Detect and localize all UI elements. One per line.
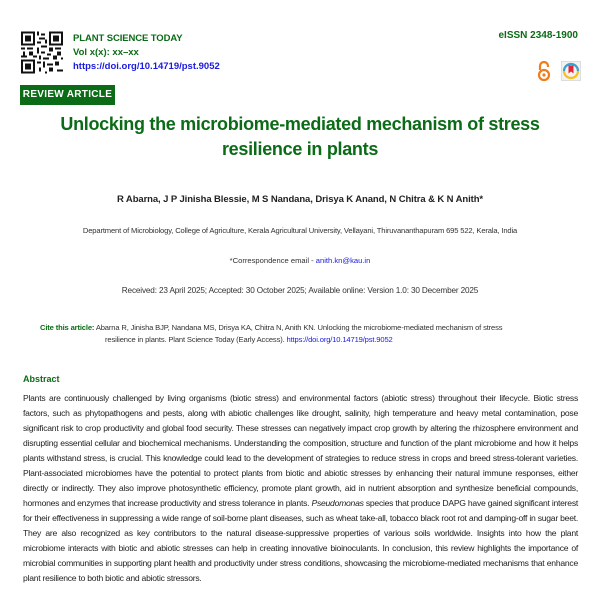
qr-code-icon	[21, 30, 63, 75]
abstract-italic-term: Pseudomonas	[311, 498, 364, 508]
author-list: R Abarna, J P Jinisha Blessie, M S Nandana, Drisya K Anand, N Chitra & K N Anith*	[116, 194, 483, 205]
review-article-badge: REVIEW ARTICLE	[20, 85, 115, 105]
publication-dates: Received: 23 April 2025; Accepted: 30 October 2025; Available online: Version 1.0: 30 December 2025	[121, 286, 479, 295]
citation-text-line2: resilience in plants. Plant Science Today (Early Access).	[105, 335, 287, 344]
citation-text-line1: Abarna R, Jinisha BJP, Nandana MS, Drisya KA, Chitra N, Anith KN. Unlocking the microbiome-mediated mechanism of stress	[94, 323, 503, 332]
correspondence-label: *Correspondence email -	[229, 256, 316, 265]
citation-doi-link[interactable]: https://doi.org/10.14719/pst.9052	[286, 335, 393, 344]
abstract-body	[23, 391, 578, 586]
affiliation: Department of Microbiology, College of Agriculture, Kerala Agricultural University, Vellayani, Thiruvananthapuram 695 522, Kerala, India	[82, 226, 518, 235]
correspondence	[0, 256, 600, 265]
eissn: eISSN 2348-1900	[498, 30, 578, 41]
cite-label: Cite this article:	[40, 323, 95, 332]
abstract-part1: Plants are continuously challenged by living organisms (biotic stress) and environmental factors (abiotic stress) throughout their lifecycle. Biotic stress factors, such as phytopathogens and pests, along with abiotic challenges like drought, salinity, high temperature and heavy metal contamination, pose significant risk to crop productivity and global food security. These stresses can negatively impact crop growth by altering the rhizosphere environment and disrupting essential cellular and biochemical mechanisms. Understanding the composition, structure and function of the plant microbiome and how it helps plants withstand stress, is crucial. This knowledge could lead to the development of strategies to reduce stress in crops and breed stress-tolerant varieties. Plant-associated microbiomes have the potential to protect plants from biotic and abiotic stresses by enhancing their natural immune responses, either directly or indirectly. They also improve photosynthetic efficiency, promote plant growth, aid in nutrient absorption and synthesize beneficial compounds, hormones and enzymes that increase productivity and stress tolerance in plants.	[23, 393, 578, 508]
citation	[40, 322, 560, 346]
abstract-part2: species that produce DAPG have gained significant interest for their effectiveness in suppressing a wide range of soil-borne plant diseases, such as wheat take-all, tobacco black root rot and damping-off in sugar beet. They are also recognized as key contributors to the natural disease-suppressive properties of various soils worldwide. Insights into how the plant microbiome interacts with biotic and abiotic stresses can help in creating innovative bioinoculants. In conclusion, this review highlights the importance of microbial communities in supporting plant health and productivity under stress conditions, showcasing the microbiome-mediated mechanisms that enhance plant resilience to both biotic and abiotic stressors.	[23, 498, 578, 583]
correspondence-email-link[interactable]: anith.kn@kau.in	[315, 256, 371, 265]
abstract-heading: Abstract	[23, 374, 60, 384]
doi-link[interactable]: https://doi.org/10.14719/pst.9052	[73, 61, 220, 72]
article-title: Unlocking the microbiome-mediated mechanism of stress resilience in plants	[60, 114, 540, 159]
journal-volume: Vol x(x): xx–xx	[73, 47, 139, 58]
journal-info	[73, 32, 220, 74]
journal-name: PLANT SCIENCE TODAY	[73, 33, 183, 44]
open-access-icon[interactable]	[537, 60, 551, 82]
crossmark-icon[interactable]	[561, 61, 581, 81]
